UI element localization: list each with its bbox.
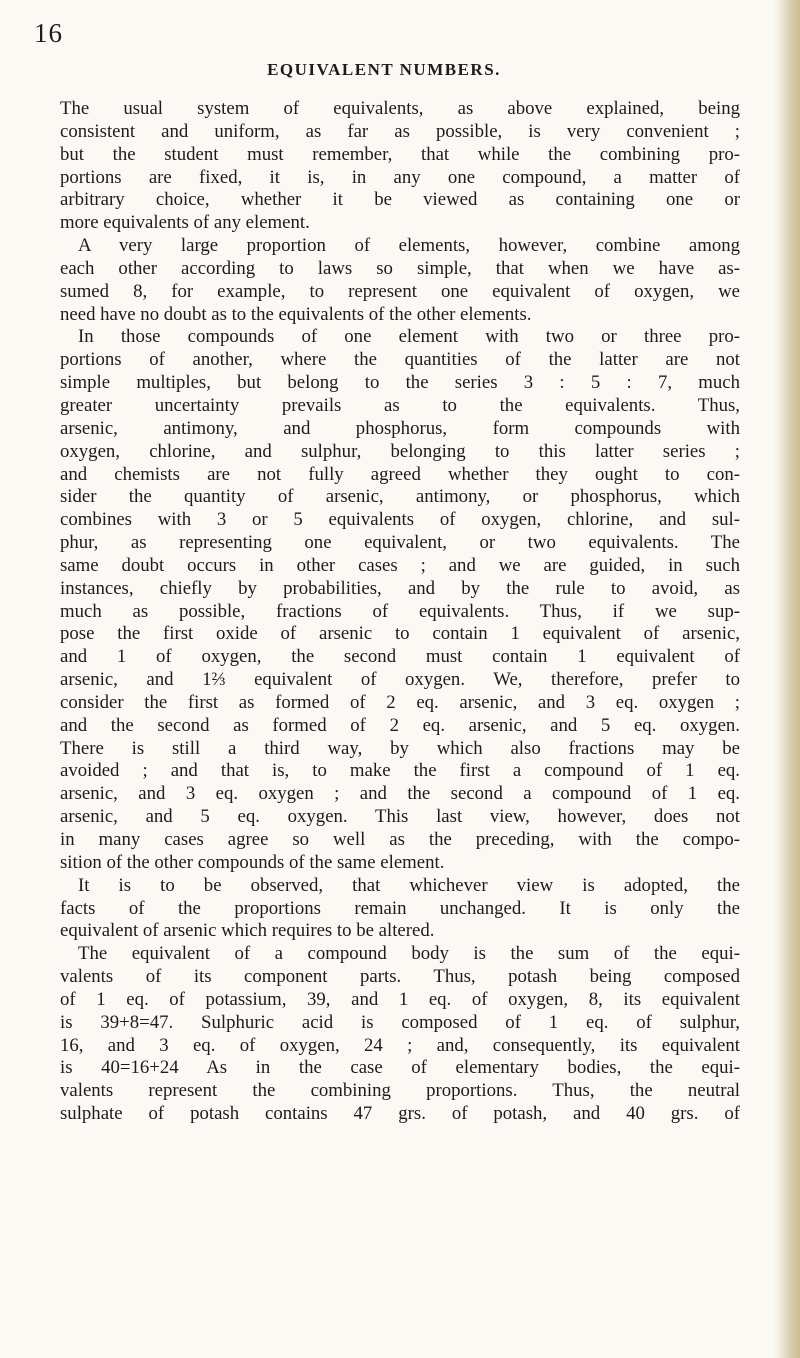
text-line: of 1 eq. of potassium, 39, and 1 eq. of oxygen, 8, its equivalent [60,988,740,1010]
text-line: arbitrary choice, whether it be viewed as containing one or [60,189,740,211]
text-line: consider the first as formed of 2 eq. arsenic, and 3 eq. oxygen ; [60,691,740,713]
text-line: in many cases agree so well as the preceding, with the compo- [60,829,740,850]
text-line: equivalent of arsenic which requires to be altered. [60,920,435,942]
text-line: arsenic, antimony, and phosphorus, form compounds with [60,417,740,439]
text-line: oxygen, chlorine, and sulphur, belonging to this latter series ; [60,440,740,462]
paragraph-4 [60,875,740,944]
text-line: simple multiples, but belong to the series 3 : 5 : 7, much [60,372,740,394]
text-line: arsenic, and 3 eq. oxygen ; and the second a compound of 1 eq. [60,783,740,805]
text-line: same doubt occurs in other cases ; and we are guided, in such [60,554,740,576]
text-line: is 39+8=47. Sulphuric acid is composed of 1 eq. of sulphur, [60,1011,740,1033]
text-line: valents of its component parts. Thus, potash being composed [60,966,740,988]
text-line: arsenic, and 5 eq. oxygen. This last view, however, does not [60,806,740,828]
text-line: valents represent the combining proportions. Thus, the neutral [60,1080,740,1102]
text-line: sulphate of potash contains 47 grs. of potash, and 40 grs. of [60,1103,740,1125]
text-line: sumed 8, for example, to represent one equivalent of oxygen, we [60,280,740,302]
text-line: and 1 of oxygen, the second must contain 1 equivalent of [60,646,740,668]
running-title: EQUIVALENT NUMBERS. [267,60,501,79]
page-edge-shadow [774,0,800,1358]
paragraph-3 [60,326,740,874]
text-line: consistent and uniform, as far as possible, is very convenient ; [60,120,740,142]
paragraph-2 [60,235,740,326]
text-line: It is to be observed, that whichever view is adopted, the [78,874,740,896]
text-line: The equivalent of a compound body is the sum of the equi- [78,943,740,965]
text-line: need have no doubt as to the equivalents of the other elements. [60,303,532,325]
text-line: There is still a third way, by which also fractions may be [60,737,740,759]
text-line: portions are fixed, it is, in any one compound, a matter of [60,166,740,188]
text-line: sider the quantity of arsenic, antimony, or phosphorus, which [60,486,740,508]
text-line: and chemists are not fully agreed whether they ought to con- [60,463,740,485]
paragraph-1 [60,98,740,235]
page-number: 16 [34,18,63,48]
text-line: but the student must remember, that while the combining pro- [60,143,740,165]
text-line: arsenic, and 1⅔ equivalent of oxygen. We, therefore, prefer to [60,669,740,691]
text-line: avoided ; and that is, to make the first a compound of 1 eq. [60,760,740,782]
text-line: more equivalents of any element. [60,212,310,234]
page-header [34,14,734,79]
text-line: combines with 3 or 5 equivalents of oxygen, chlorine, and sul- [60,509,740,531]
text-line: much as possible, fractions of equivalents. Thus, if we sup- [60,600,740,622]
text-line: facts of the proportions remain unchanged. It is only the [60,897,740,919]
text-line: greater uncertainty prevails as to the equivalents. Thus, [60,394,740,416]
text-line: phur, as representing one equivalent, or two equivalents. The [60,532,740,554]
text-line: 16, and 3 eq. of oxygen, 24 ; and, consequently, its equivalent [60,1034,740,1056]
body-text [60,98,740,1126]
text-line: instances, chiefly by probabilities, and by the rule to avoid, as [60,577,740,599]
text-line: A very large proportion of elements, however, combine among [78,235,740,257]
text-line: sition of the other compounds of the same element. [60,851,445,873]
paragraph-5 [60,943,740,1126]
text-line: In those compounds of one element with two or three pro- [78,326,740,348]
text-line: each other according to laws so simple, that when we have as- [60,257,740,279]
text-line: pose the first oxide of arsenic to contain 1 equivalent of arsenic, [60,623,740,645]
text-line: portions of another, where the quantities of the latter are not [60,349,740,371]
text-line: is 40=16+24 As in the case of elementary bodies, the equi- [60,1057,740,1079]
text-line: The usual system of equivalents, as above explained, being [60,98,740,119]
text-line: and the second as formed of 2 eq. arsenic, and 5 eq. oxygen. [60,714,740,736]
